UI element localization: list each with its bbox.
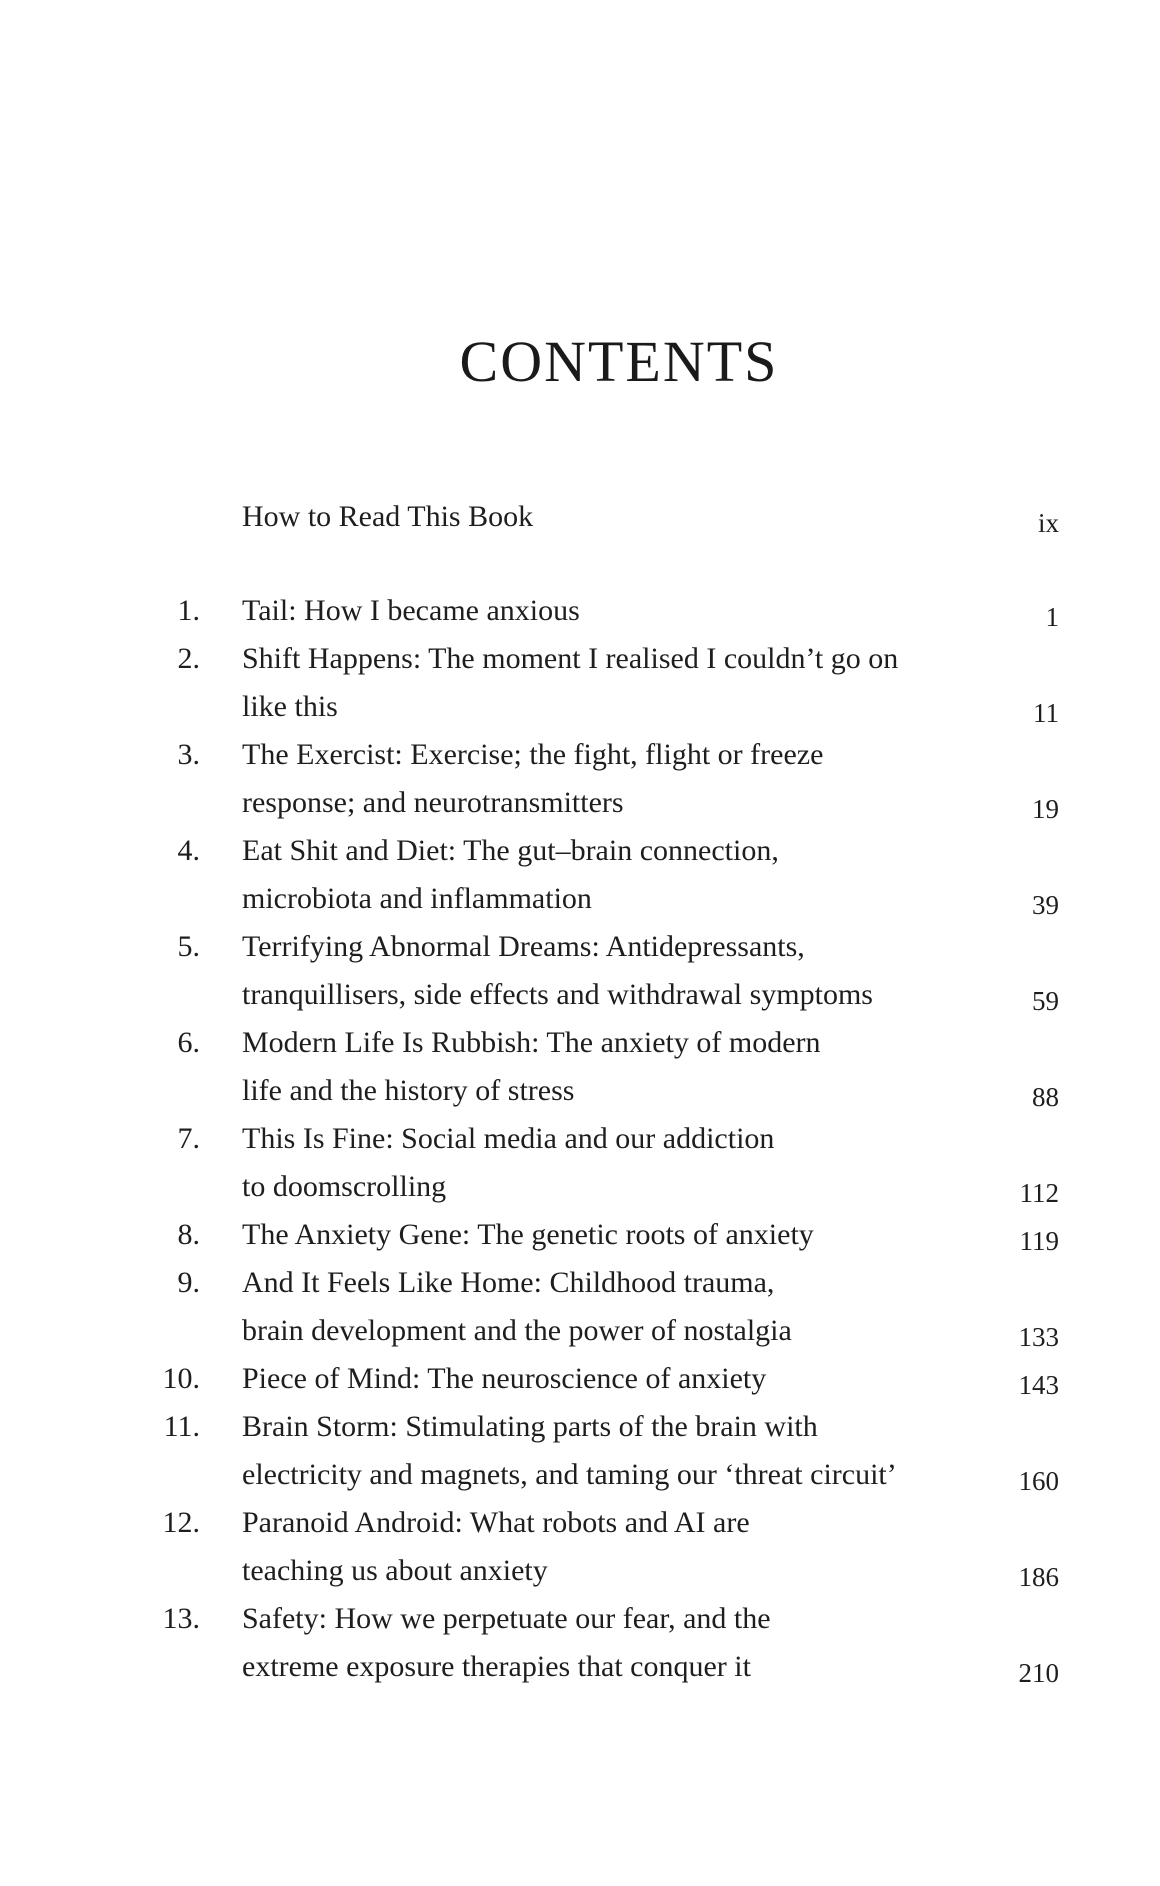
entry-title: response; and neurotransmitters [242,786,624,819]
page-number: 133 [1018,1322,1059,1352]
entry-title: Paranoid Android: What robots and AI are [242,1506,750,1539]
chapter-number: 4. [177,834,200,867]
toc-entry-chapter [0,587,1160,635]
toc-entry-chapter [0,1019,1160,1115]
chapter-number: 12. [162,1506,200,1539]
page-number: 59 [1032,986,1059,1016]
chapter-number: 1. [177,594,200,627]
chapter-number: 13. [162,1602,200,1635]
entry-title: How to Read This Book [242,500,534,533]
entry-title: The Anxiety Gene: The genetic roots of anxiety [242,1218,814,1251]
entry-title: Piece of Mind: The neuroscience of anxiety [242,1362,767,1395]
chapter-number: 7. [177,1122,200,1155]
chapter-number: 5. [177,930,200,963]
page-number: 160 [1018,1466,1059,1496]
entry-title: This Is Fine: Social media and our addiction [242,1122,775,1155]
entry-title: like this [242,690,338,723]
toc-entry-chapter [0,731,1160,827]
table-of-contents [0,493,1160,1691]
toc-entry-chapter [0,1499,1160,1595]
chapter-number: 9. [177,1266,200,1299]
toc-entry-chapter [0,1211,1160,1259]
entry-title: brain development and the power of nostalgia [242,1314,792,1347]
toc-entry-chapter [0,1259,1160,1355]
entry-title: Tail: How I became anxious [242,594,580,627]
entry-title: electricity and magnets, and taming our ‘threat circuit’ [242,1458,897,1491]
entry-title: microbiota and inflammation [242,882,592,915]
page-number: ix [1037,508,1059,538]
page-number: 210 [1018,1658,1059,1688]
toc-entry-chapter [0,923,1160,1019]
toc-entry-chapter [0,1355,1160,1403]
spacer [0,541,1160,587]
entry-title: to doomscrolling [242,1170,447,1203]
entry-title: Terrifying Abnormal Dreams: Antidepressants, [242,930,805,963]
chapter-number: 3. [177,738,200,771]
page-number: 11 [1033,698,1059,728]
chapter-number: 10. [162,1362,200,1395]
chapter-number: 8. [177,1218,200,1251]
entry-title: life and the history of stress [242,1074,575,1107]
page-number: 119 [1019,1226,1059,1256]
entry-title: extreme exposure therapies that conquer it [242,1650,751,1683]
page-number: 186 [1018,1562,1059,1592]
toc-entry-chapter [0,1403,1160,1499]
chapter-number: 11. [163,1410,200,1443]
page-number: 88 [1032,1082,1059,1112]
toc-entry-chapter [0,827,1160,923]
entry-title: tranquillisers, side effects and withdrawal symptoms [242,978,873,1011]
toc-entry-chapter [0,1115,1160,1211]
page-number: 112 [1019,1178,1059,1208]
entry-title: teaching us about anxiety [242,1554,548,1587]
entry-title: Modern Life Is Rubbish: The anxiety of modern [242,1026,821,1059]
entry-title: Shift Happens: The moment I realised I couldn’t go on [242,642,899,675]
page-number: 19 [1032,794,1059,824]
chapter-number: 2. [177,642,200,675]
page-number: 1 [1045,602,1059,632]
page-number: 39 [1032,890,1059,920]
chapter-number: 6. [177,1026,200,1059]
entry-title: The Exercist: Exercise; the fight, flight or freeze [242,738,824,771]
entry-title: And It Feels Like Home: Childhood trauma, [242,1266,775,1299]
entry-title: Eat Shit and Diet: The gut–brain connection, [242,834,779,867]
toc-entry-chapter [0,635,1160,731]
entry-title: Safety: How we perpetuate our fear, and the [242,1602,771,1635]
toc-entry-chapter [0,1595,1160,1691]
toc-entry-how-to-read [0,493,1160,541]
page-number: 143 [1018,1370,1059,1400]
entry-title: Brain Storm: Stimulating parts of the brain with [242,1410,818,1443]
page-title: CONTENTS [459,329,779,394]
